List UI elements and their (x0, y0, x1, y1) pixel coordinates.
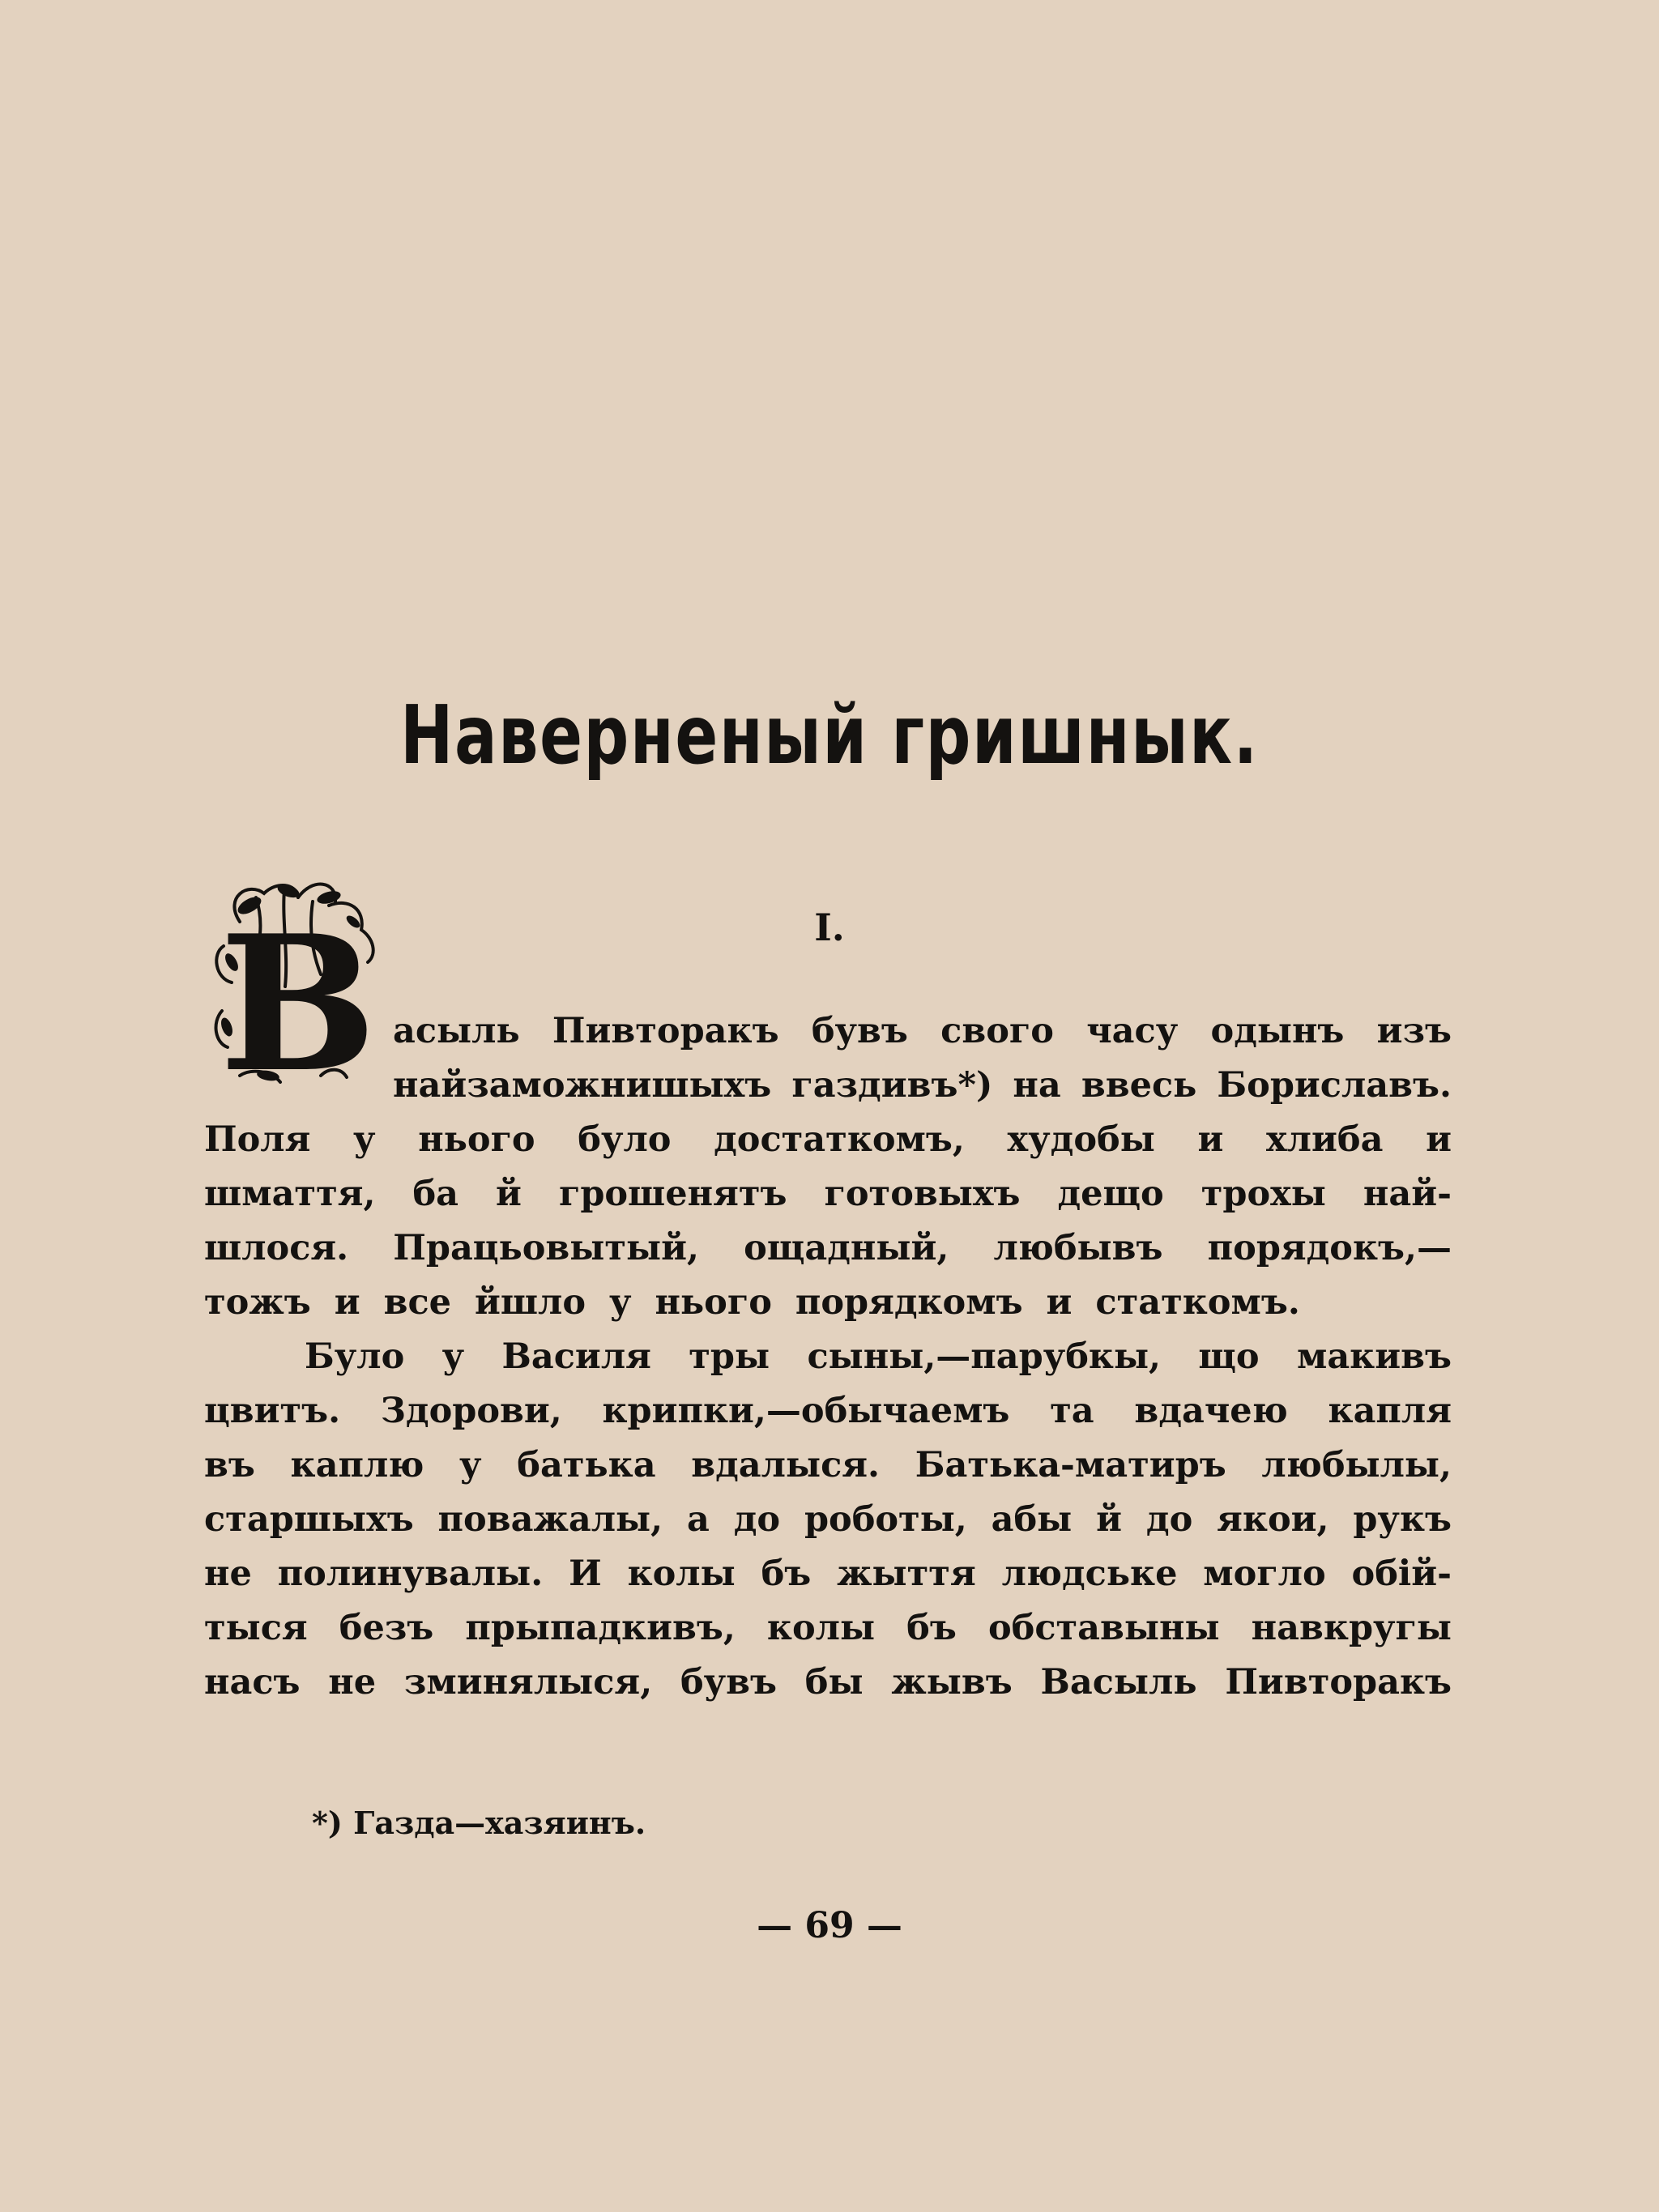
story-title: Наверненый гришнык. (400, 688, 1259, 782)
paragraph-1-body (204, 1113, 1452, 1330)
drop-cap-initial (207, 873, 387, 1092)
page-number: — 69 — (757, 1905, 902, 1946)
text-line: Поля у нього було достаткомъ, худобы и хлиба и (204, 1119, 1452, 1160)
text-line: старшыхъ поважалы, а до роботы, абы й до якои, рукъ (204, 1499, 1452, 1540)
paragraph-1-opening (393, 1004, 1452, 1113)
text-line: въ каплю у батька вдалыся. Батька-матиръ любылы, (204, 1445, 1452, 1485)
drop-cap-letter: В (219, 895, 377, 1092)
text-line: насъ не зминялыся, бувъ бы жывъ Васыль Пивторакъ (204, 1662, 1452, 1703)
text-line: Було у Василя тры сыны,—парубкы, що макивъ (305, 1336, 1452, 1377)
chapter-number: I. (814, 906, 845, 949)
footnote: *) Газда—хазяинъ. (312, 1805, 646, 1841)
text-line: шлося. Працьовытый, ощадный, любывъ порядокъ,— (204, 1228, 1452, 1268)
text-line: тожъ и все йшло у нього порядкомъ и статкомъ. (204, 1282, 1300, 1323)
text-line: цвитъ. Здорови, крипки,—обычаемъ та вдачею капля (204, 1391, 1452, 1431)
paragraph-2 (204, 1330, 1452, 1710)
text-line: найзаможнишыхъ газдивъ*) на ввесь Бориславъ. (393, 1065, 1452, 1106)
text-line: асыль Пивторакъ бувъ свого часу одынъ изъ (393, 1011, 1452, 1051)
text-line: не полинувалы. И колы бъ жыття людське могло обій- (204, 1554, 1452, 1594)
text-line: тыся безъ прыпадкивъ, колы бъ обставыны навкругы (204, 1608, 1452, 1648)
text-line: шмаття, ба й грошенятъ готовыхъ дещо трохы най- (204, 1174, 1452, 1214)
